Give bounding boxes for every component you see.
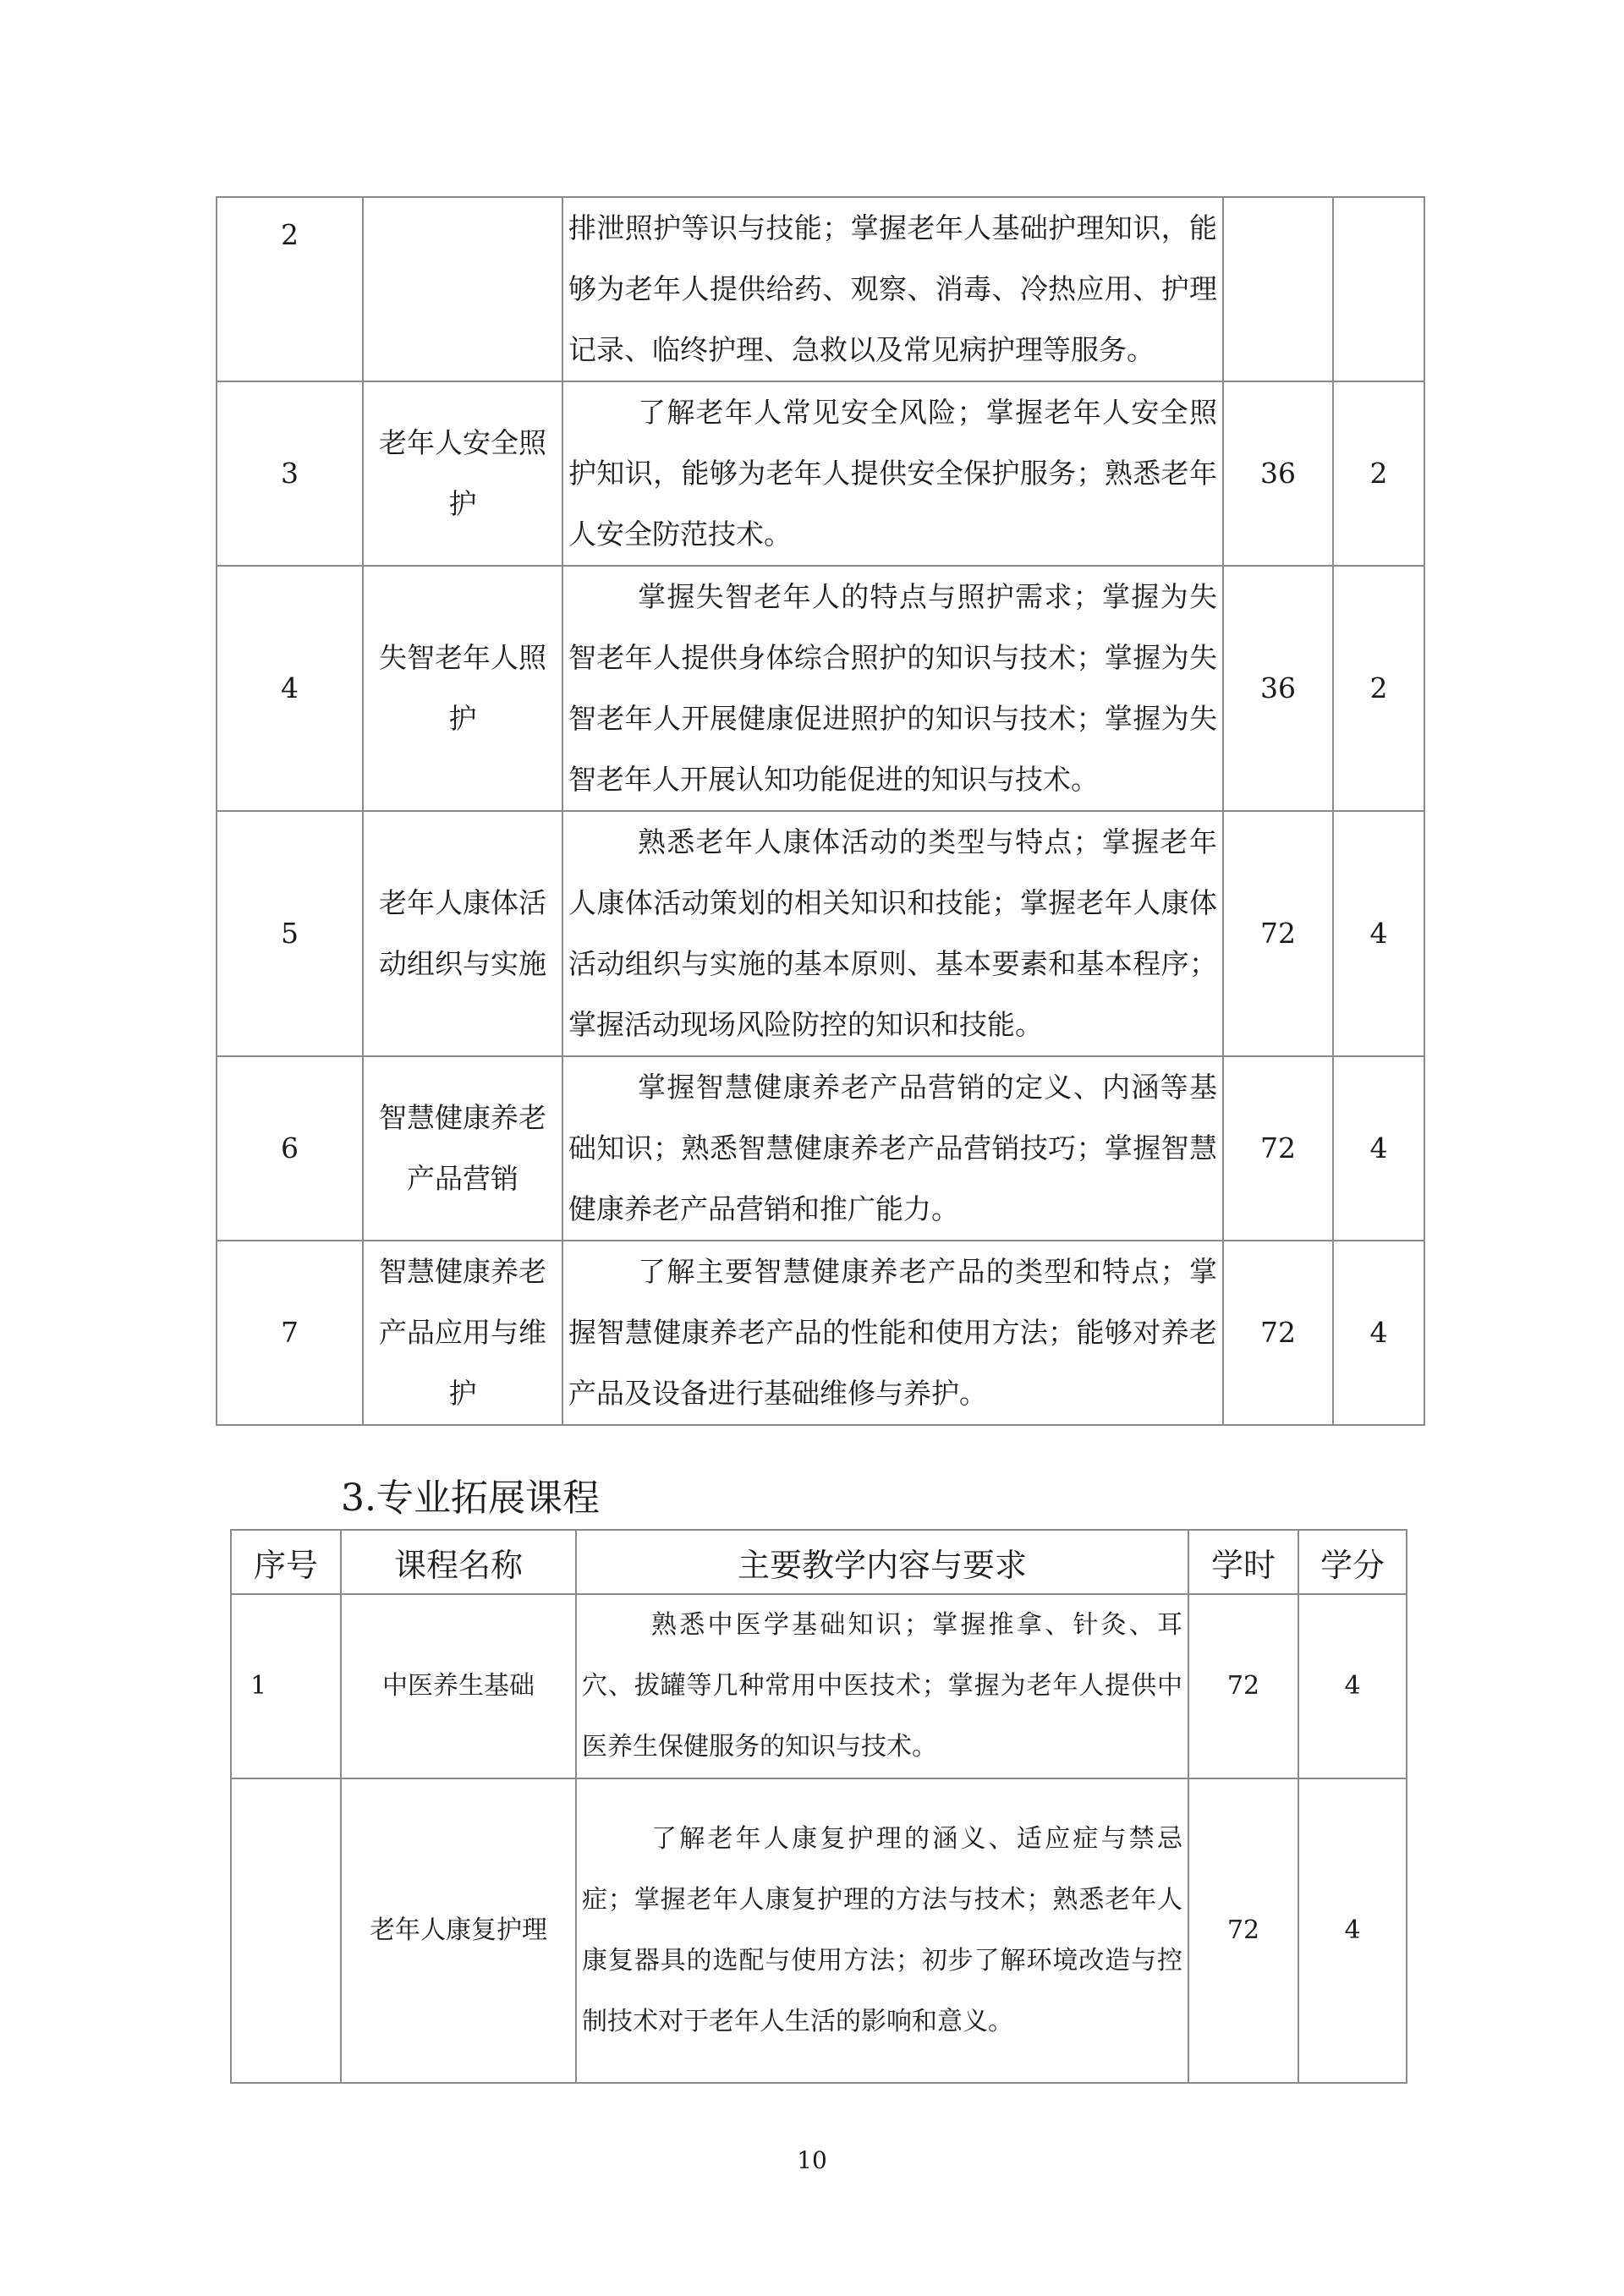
header-content: 主要教学内容与要求 bbox=[576, 1530, 1188, 1594]
row-number: 2 bbox=[217, 197, 363, 381]
course-credits: 4 bbox=[1333, 811, 1424, 1056]
section-heading: 3.专业拓展课程 bbox=[341, 1477, 600, 1520]
course-name: 智慧健康养老产品应用与维护 bbox=[363, 1241, 562, 1425]
course-credits bbox=[1333, 197, 1424, 381]
course-name bbox=[363, 197, 562, 381]
row-number: 6 bbox=[217, 1056, 363, 1241]
header-hours: 学时 bbox=[1188, 1530, 1298, 1594]
header-no: 序号 bbox=[231, 1530, 341, 1594]
extension-courses-table bbox=[230, 1529, 1407, 2084]
course-hours: 72 bbox=[1223, 1241, 1333, 1425]
table-row bbox=[231, 1594, 1407, 1778]
course-credits: 2 bbox=[1333, 381, 1424, 566]
header-name: 课程名称 bbox=[341, 1530, 576, 1594]
course-content: 熟悉老年人康体活动的类型与特点；掌握老年人康体活动策划的相关知识和技能；掌握老年人康体活动组织与实施的基本原则、基本要素和基本程序；掌握活动现场风险防控的知识和技能。 bbox=[562, 811, 1223, 1056]
course-credits: 2 bbox=[1333, 566, 1424, 811]
table-row bbox=[217, 381, 1424, 566]
row-number: 3 bbox=[217, 381, 363, 566]
course-hours: 72 bbox=[1223, 811, 1333, 1056]
course-name: 老年人康体活动组织与实施 bbox=[363, 811, 562, 1056]
page-number: 10 bbox=[797, 2146, 827, 2174]
table-header-row bbox=[231, 1530, 1407, 1594]
course-name: 失智老年人照护 bbox=[363, 566, 562, 811]
header-credits: 学分 bbox=[1298, 1530, 1407, 1594]
course-hours bbox=[1223, 197, 1333, 381]
course-hours: 72 bbox=[1223, 1056, 1333, 1241]
course-content: 熟悉中医学基础知识；掌握推拿、针灸、耳穴、拔罐等几种常用中医技术；掌握为老年人提供中医养生保健服务的知识与技术。 bbox=[576, 1594, 1188, 1778]
course-hours: 36 bbox=[1223, 381, 1333, 566]
course-hours: 72 bbox=[1188, 1778, 1298, 2083]
row-number: 7 bbox=[217, 1241, 363, 1425]
course-content: 了解老年人常见安全风险；掌握老年人安全照护知识，能够为老年人提供安全保护服务；熟悉老年人安全防范技术。 bbox=[562, 381, 1223, 566]
row-number: 5 bbox=[217, 811, 363, 1056]
course-credits: 4 bbox=[1298, 1594, 1407, 1778]
table-row bbox=[217, 1241, 1424, 1425]
curriculum-table-continued bbox=[216, 196, 1425, 1426]
table-row bbox=[231, 1778, 1407, 2083]
table-row bbox=[217, 566, 1424, 811]
course-name: 智慧健康养老产品营销 bbox=[363, 1056, 562, 1241]
course-credits: 4 bbox=[1298, 1778, 1407, 2083]
row-number: 4 bbox=[217, 566, 363, 811]
course-hours: 36 bbox=[1223, 566, 1333, 811]
course-content: 了解老年人康复护理的涵义、适应症与禁忌症；掌握老年人康复护理的方法与技术；熟悉老年人康复器具的选配与使用方法；初步了解环境改造与控制技术对于老年人生活的影响和意义。 bbox=[576, 1778, 1188, 2083]
table-row bbox=[217, 811, 1424, 1056]
table-row bbox=[217, 1056, 1424, 1241]
course-content: 排泄照护等识与技能；掌握老年人基础护理知识，能够为老年人提供给药、观察、消毒、冷热应用、护理记录、临终护理、急救以及常见病护理等服务。 bbox=[562, 197, 1223, 381]
course-hours: 72 bbox=[1188, 1594, 1298, 1778]
course-credits: 4 bbox=[1333, 1241, 1424, 1425]
table-row bbox=[217, 197, 1424, 381]
course-credits: 4 bbox=[1333, 1056, 1424, 1241]
row-number bbox=[231, 1778, 341, 2083]
course-content: 了解主要智慧健康养老产品的类型和特点；掌握智慧健康养老产品的性能和使用方法；能够对养老产品及设备进行基础维修与养护。 bbox=[562, 1241, 1223, 1425]
course-content: 掌握失智老年人的特点与照护需求；掌握为失智老年人提供身体综合照护的知识与技术；掌握为失智老年人开展健康促进照护的知识与技术；掌握为失智老年人开展认知功能促进的知识与技术。 bbox=[562, 566, 1223, 811]
course-name: 中医养生基础 bbox=[341, 1594, 576, 1778]
row-number: 1 bbox=[231, 1594, 341, 1778]
course-content: 掌握智慧健康养老产品营销的定义、内涵等基础知识；熟悉智慧健康养老产品营销技巧；掌握智慧健康养老产品营销和推广能力。 bbox=[562, 1056, 1223, 1241]
course-name: 老年人康复护理 bbox=[341, 1778, 576, 2083]
course-name: 老年人安全照护 bbox=[363, 381, 562, 566]
